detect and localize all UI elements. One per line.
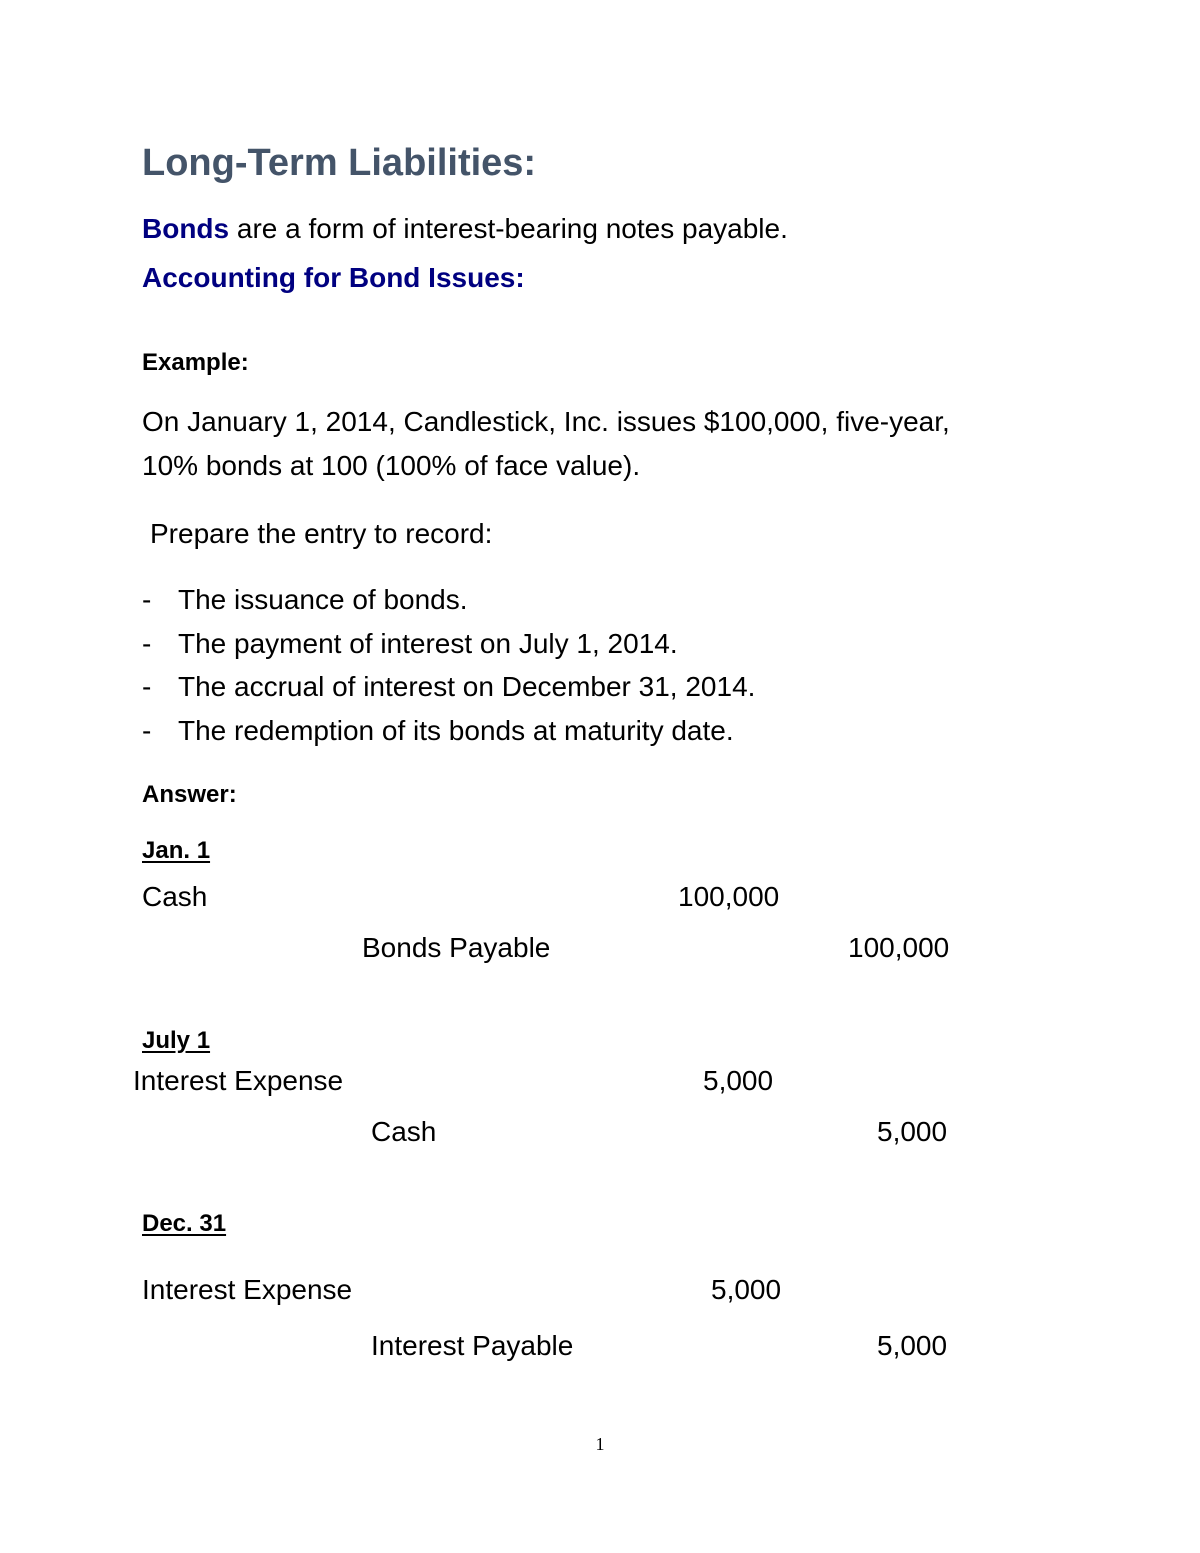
- credit-account: Bonds Payable: [362, 932, 551, 963]
- list-item: [142, 669, 755, 713]
- list-dash: -: [142, 714, 152, 746]
- list-dash: -: [142, 584, 152, 615]
- credit-amount: 5,000: [877, 1330, 948, 1361]
- list-item-text: The payment of interest on July 1, 2014.: [178, 627, 678, 659]
- list-item: [142, 626, 755, 670]
- intro-sentence: [142, 211, 788, 247]
- list-dash: -: [142, 671, 152, 702]
- debit-account: Interest Expense: [133, 1065, 344, 1096]
- list-item: [142, 582, 755, 626]
- example-text-line1: On January 1, 2014, Candlestick, Inc. issues $100,000, five-year,: [142, 406, 950, 437]
- intro-text: are a form of interest-bearing notes payable.: [229, 213, 788, 244]
- intro-term: Bonds: [142, 213, 230, 244]
- list-item-text: The issuance of bonds.: [178, 584, 468, 615]
- entry-date: July 1: [142, 1027, 211, 1054]
- list-item: [142, 713, 755, 757]
- list-item-text: The redemption of its bonds at maturity date.: [178, 714, 734, 746]
- credit-amount: 100,000: [848, 932, 950, 963]
- prompt-text: Prepare the entry to record:: [150, 518, 493, 549]
- list-dash: -: [142, 627, 152, 659]
- page-number: 1: [595, 1434, 605, 1454]
- credit-amount: 5,000: [877, 1116, 948, 1147]
- credit-account: Cash: [371, 1116, 437, 1147]
- list-item-text: The accrual of interest on December 31, 2014.: [178, 671, 756, 702]
- debit-amount: 5,000: [703, 1065, 774, 1096]
- entry-date: Jan. 1: [142, 837, 211, 864]
- debit-amount: 5,000: [711, 1274, 782, 1305]
- entry-date: Dec. 31: [142, 1210, 227, 1237]
- page-title: Long-Term Liabilities:: [142, 142, 537, 184]
- debit-account: Interest Expense: [142, 1274, 353, 1305]
- credit-account: Interest Payable: [371, 1330, 574, 1361]
- answer-label: Answer:: [142, 781, 237, 808]
- debit-account: Cash: [142, 881, 208, 912]
- section-subheading: Accounting for Bond Issues:: [142, 262, 525, 293]
- example-text-line2: 10% bonds at 100 (100% of face value).: [142, 450, 641, 481]
- task-list: [142, 582, 755, 756]
- debit-amount: 100,000: [678, 881, 780, 912]
- example-label: Example:: [142, 349, 249, 376]
